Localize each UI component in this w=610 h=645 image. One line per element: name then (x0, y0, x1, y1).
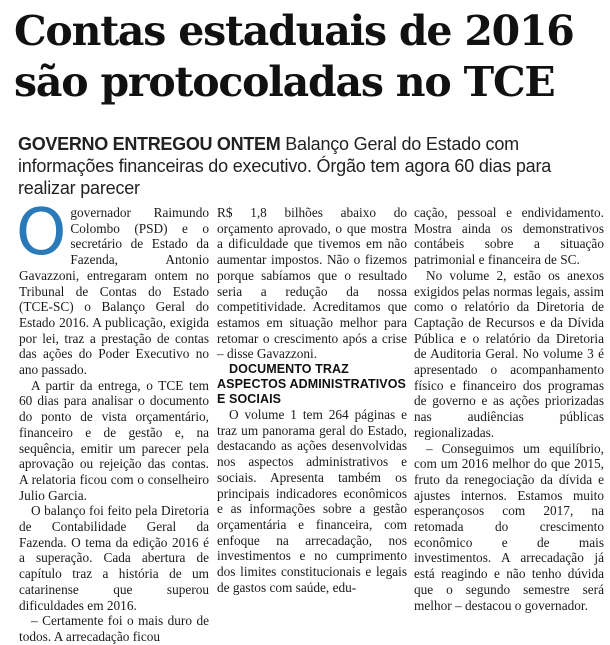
headline-line-2: são protocoladas no TCE (14, 58, 555, 106)
article-paragraph: No volume 2, estão os anexos exigidos pelas normas legais, assim como o relatório da Diretoria de Captação de Recursos e da Dívida Pública e o relatório da Diretoria de Auditoria Geral. No volume 3 é apresentado o acompanhamento físico e financeiro dos programas de governo e as ações priorizadas nas audiências públicas regionalizadas. (414, 267, 604, 440)
article-column-1 (16, 196, 209, 645)
subheadline (18, 133, 603, 199)
paragraph-text: governador Raimundo Colombo (PSD) e o secretário de Estado da Fazenda, Antonio Gavazzoni, entregaram ontem no Tribunal de Contas do Estado (TCE-SC) o Balanço Geral do Estado 2016. A publicação, exigida por lei, traz a prestação de contas das ações do Poder Executivo no ano passado. (19, 205, 209, 378)
drop-cap: O (16, 196, 67, 270)
article-paragraph: – Conseguimos um equilíbrio, com um 2016 melhor do que 2015, fruto da renegociação da dívida e ajustes internos. Estamos muito esperançosos com 2017, na retomada do crescimento econômico e de mais investimentos. A arrecadação já está reagindo e não tenho dúvida que o segundo semestre será melhor – destacou o governador. (414, 440, 604, 613)
article-column-3 (414, 205, 604, 613)
article-paragraph: – Certamente foi o mais duro de todos. A arrecadação ficou (19, 613, 209, 644)
section-subhead: DOCUMENTO TRAZ ASPECTOS ADMINISTRATIVOS E SOCIAIS (217, 362, 406, 407)
article-paragraph (16, 196, 209, 378)
article-paragraph: O balanço foi feito pela Diretoria de Contabilidade Geral da Fazenda. O tema da edição 2016 é a superação. Cada abertura de capítulo traz a história de um catarinense que superou dificuldades em 2016. (19, 503, 209, 613)
article-paragraph: A partir da entrega, o TCE tem 60 dias para analisar o documento do ponto de vista orçamentário, financeiro e de gestão e, na sequência, emitir um parecer pela aprovação ou rejeição das contas. A relatoria ficou com o conselheiro Julio Garcia. (19, 377, 209, 503)
subheadline-kicker: GOVERNO ENTREGOU ONTEM (18, 134, 281, 154)
subheadline-text: Balanço Geral do Estado com informações financeiras do executivo. Órgão tem agora 60 dias para realizar parecer (18, 134, 552, 198)
article-column-2 (217, 205, 407, 595)
headline-line-1: Contas estaduais de 2016 (14, 7, 574, 55)
article-paragraph: cação, pessoal e endividamento. Mostra ainda os demonstrativos contábeis sobre a situação patrimonial e financeira de SC. (414, 205, 604, 268)
article-paragraph: R$ 1,8 bilhões abaixo do orçamento aprovado, o que mostra a dificuldade que tivemos em não aumentar impostos. Não o fizemos porque sabíamos que o resultado seria a redução da nossa competitividade. Acreditamos que estamos em situação melhor para retomar o crescimento após a crise – disse Gavazzoni. (217, 205, 407, 362)
article-paragraph: O volume 1 tem 264 páginas e traz um panorama geral do Estado, destacando as ações desenvolvidas nos aspectos administrativos e sociais. Apresenta também os principais indicadores econômicos e as informações sobre a gestão orçamentária e financeira, com enfoque na arrecadação, nos investimentos e no cumprimento dos limites constitucionais e legais de gastos com saúde, edu- (217, 407, 407, 595)
headline (14, 6, 604, 108)
